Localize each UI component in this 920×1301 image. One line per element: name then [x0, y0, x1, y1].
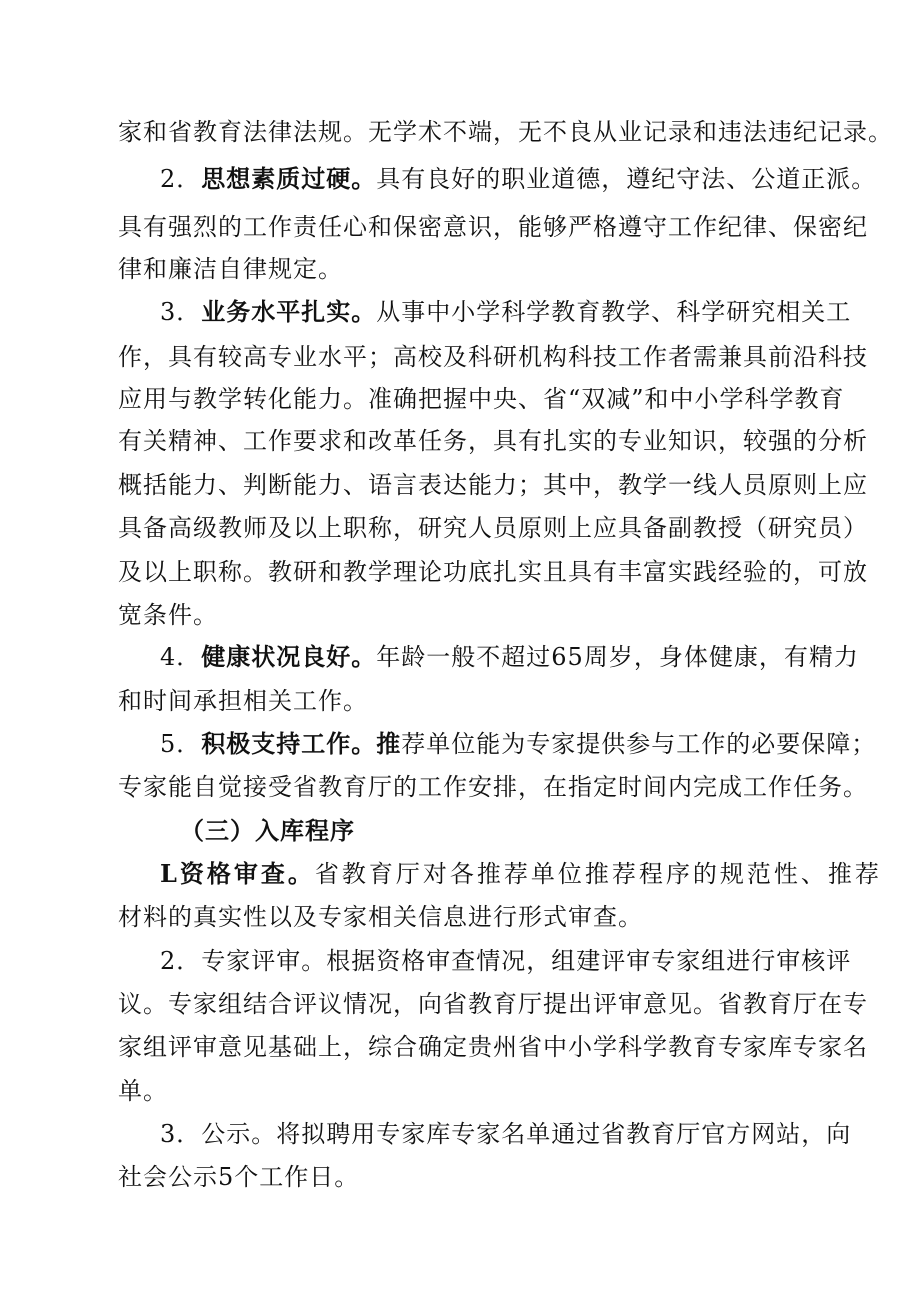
text-line [160, 728, 877, 762]
text-run: 家组评审意见基础上，综合确定贵州省中小学科学教育专家库专家名 [118, 1033, 868, 1061]
section-heading [180, 815, 808, 849]
text-line [118, 1161, 808, 1195]
text-run: 单。 [118, 1077, 168, 1105]
text-run: 议。专家组结合评议情况，向省教育厅提出评审意见。省教育厅在专 [118, 990, 868, 1018]
text-run: 宽条件。 [118, 601, 218, 629]
text-line [118, 1075, 808, 1109]
bold-run: L资格审查。 [160, 859, 315, 888]
text-run: 家和省教育法律法规。无学术不端，无不良从业记录和违法违纪记录。 [118, 118, 893, 146]
text-run: 专家能自觉接受省教育厅的工作安排，在指定时间内完成工作任务。 [118, 773, 868, 801]
text-line [118, 425, 868, 459]
bold-run: 业务水平扎实。 [201, 297, 377, 326]
text-run: 及以上职称。教研和教学理论功底扎实且具有丰富实践经验的，可放 [118, 558, 868, 586]
text-line [118, 253, 808, 287]
text-line [160, 945, 852, 979]
text-run: 4． [160, 643, 202, 671]
text-run: 3．公示。将拟聘用专家库专家名单通过省教育厅官方网站，向 [160, 1120, 852, 1148]
text-line [118, 341, 868, 375]
text-run: 3． [160, 298, 202, 326]
text-run: 具有强烈的工作责任心和保密意识，能够严格遵守工作纪律、保密纪 [118, 213, 868, 241]
text-line [118, 116, 893, 150]
text-run: 5． [160, 730, 202, 758]
text-line [118, 685, 808, 719]
text-run: 有关精神、工作要求和改革任务，具有扎实的专业知识，较强的分析 [118, 427, 868, 455]
text-run: 应用与教学转化能力。准确把握中央、省“双减”和中小学科学教育 [118, 385, 845, 413]
text-run: 2．专家评审。根据资格审查情况，组建评审专家组进行审核评 [160, 947, 852, 975]
text-line [118, 988, 868, 1022]
text-line [160, 296, 852, 330]
text-run: 2． [160, 165, 202, 193]
bold-run: 健康状况良好。 [201, 642, 377, 671]
text-line [118, 1031, 868, 1065]
bold-run: 思想素质过硬。 [201, 164, 377, 193]
bold-run: （三）入库程序 [180, 816, 355, 845]
text-line [118, 771, 868, 805]
text-run: 年龄一般不超过65周岁，身体健康，有精力 [376, 643, 859, 671]
text-line [160, 641, 859, 675]
text-run: 作，具有较高专业水平；高校及科研机构科技工作者需兼具前沿科技 [118, 343, 868, 371]
bold-run: 积极支持工作。推 [201, 729, 402, 758]
text-line [118, 211, 868, 245]
text-line [160, 163, 877, 197]
text-line [118, 512, 868, 546]
text-line [160, 858, 882, 892]
text-line [118, 901, 808, 935]
text-line [118, 469, 868, 503]
text-line [118, 599, 808, 633]
text-run: 具有良好的职业道德，遵纪守法、公道正派。 [376, 165, 877, 193]
text-run: 荐单位能为专家提供参与工作的必要保障； [401, 730, 877, 758]
text-line [118, 556, 868, 590]
text-run: 和时间承担相关工作。 [118, 687, 368, 715]
text-run: 概括能力、判断能力、语言表达能力；其中，教学一线人员原则上应 [118, 471, 868, 499]
text-run: 省教育厅对各推荐单位推荐程序的规范性、推荐 [314, 860, 882, 888]
text-run: 具备高级教师及以上职称，研究人员原则上应具备副教授（研究员） [118, 514, 868, 542]
text-run: 律和廉洁自律规定。 [118, 255, 343, 283]
text-run: 社会公示5个工作日。 [118, 1163, 360, 1191]
text-run: 从事中小学科学教育教学、科学研究相关工 [376, 298, 852, 326]
text-line [160, 1118, 852, 1152]
text-run: 材料的真实性以及专家相关信息进行形式审查。 [118, 903, 643, 931]
text-line [118, 383, 845, 417]
